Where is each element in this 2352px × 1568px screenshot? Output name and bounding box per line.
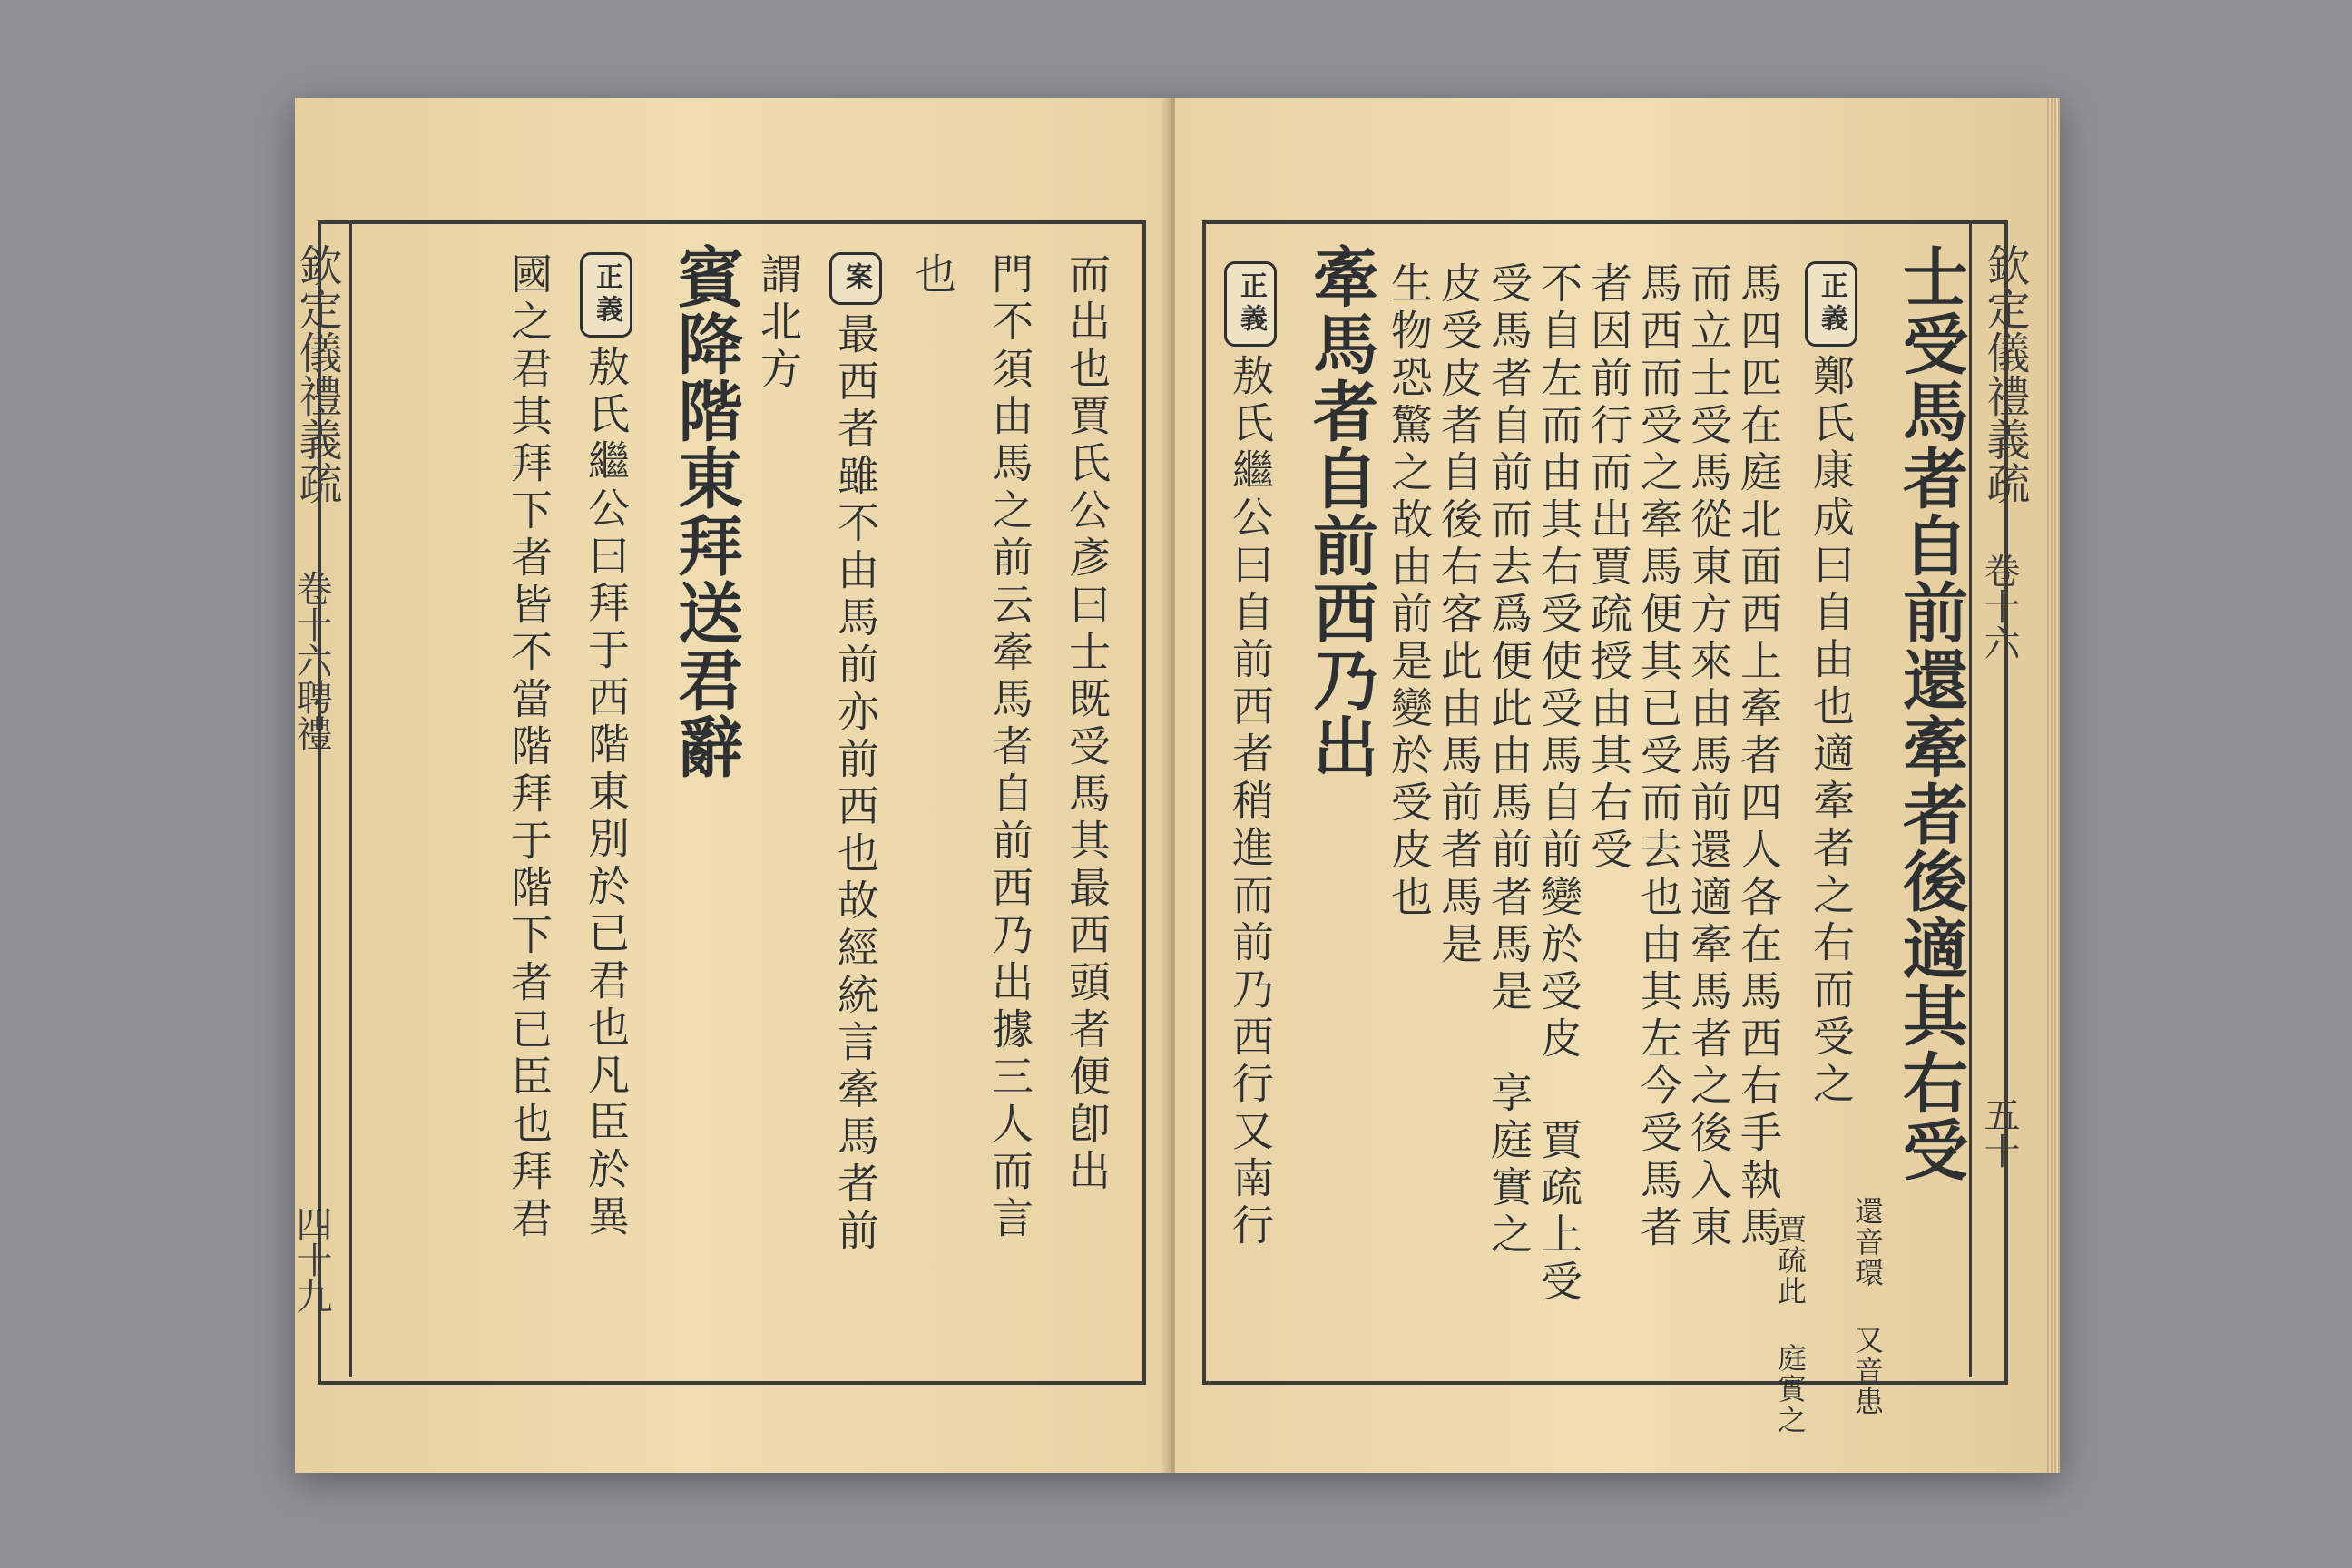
right-col-12-text: 敖氏繼公曰自前西者稍進而前乃西行又南行 xyxy=(1226,354,1275,1250)
left-col-7-text: 敖氏繼公曰拜于西階東別於已君也凡臣於異 xyxy=(582,345,631,1241)
left-col-5: 謂北方 xyxy=(754,252,803,394)
left-margin-rule xyxy=(349,220,352,1377)
right-margin-chapter: 卷十六 xyxy=(1978,552,2020,661)
open-book xyxy=(290,98,2060,1473)
right-col-11: 牽馬者自前西乃出 xyxy=(1302,243,1379,780)
annotation-tag: 正義 xyxy=(1224,261,1277,347)
left-margin-title: 欽定儀禮義疏 xyxy=(291,243,342,505)
right-col-8: 受馬者自前而去爲便此由馬前者馬是 享庭實之 xyxy=(1485,261,1534,1259)
left-col-2: 門不須由馬之前云牽馬者自前西乃出據三人而言 xyxy=(985,252,1034,1243)
annotation-tag: 正義 xyxy=(1805,261,1857,347)
right-col-1: 士受馬者自前還牽者後適其右受 xyxy=(1892,243,1969,1183)
annotation-tag: 案 xyxy=(829,252,882,305)
right-col-2 xyxy=(1801,261,1861,1109)
right-page xyxy=(1175,98,2060,1473)
annotation-tag: 正義 xyxy=(580,252,632,338)
right-margin-title: 欽定儀禮義疏 xyxy=(1979,243,2030,505)
left-margin-section: 聘禮 xyxy=(290,679,332,751)
left-col-4 xyxy=(826,252,886,1256)
left-col-3: 也 xyxy=(908,252,957,299)
right-col-6: 者因前行而出賈疏授由其右受 xyxy=(1584,261,1633,875)
right-col-3: 馬四匹在庭北面西上牽者四人各在馬西右手執馬 xyxy=(1734,261,1783,1252)
right-col-10: 生物恐驚之故由前是變於受皮也 xyxy=(1385,261,1434,922)
right-margin-folio: 五十 xyxy=(1978,1096,2020,1169)
left-margin-folio: 四十九 xyxy=(290,1205,332,1314)
right-col-2-text: 鄭氏康成曰自由也適牽者之右而受之 xyxy=(1807,354,1856,1109)
right-col-gloss: 還音環 又音患 xyxy=(1850,1196,1885,1417)
right-col-12 xyxy=(1220,261,1280,1250)
left-page xyxy=(290,98,1171,1473)
left-col-1: 而出也賈氏公彥曰士既受馬其最西頭者便卽出 xyxy=(1063,252,1112,1196)
right-col-5: 馬西而受之牽馬便其已受而去也由其左今受馬者 xyxy=(1634,261,1683,1252)
page-edges xyxy=(2047,98,2060,1473)
left-col-7 xyxy=(576,252,636,1241)
left-col-8: 國之君其拜下者皆不當階拜于階下者已臣也拜君 xyxy=(505,252,554,1243)
left-col-6: 賓降階東拜送君辭 xyxy=(667,243,744,780)
left-col-4-text: 最西者雖不由馬前亦前西也故經統言牽馬者前 xyxy=(831,312,880,1256)
right-col-7: 不自左而由其右受使受馬自前變於受皮 賈疏上受 xyxy=(1534,261,1583,1307)
right-col-note: 賈疏此 庭實之 xyxy=(1773,1214,1808,1436)
right-col-9: 皮受皮者自後右客此由馬前者馬是 xyxy=(1435,261,1484,969)
left-margin-chapter: 卷十六 xyxy=(290,570,332,679)
right-col-4: 而立士受馬從東方來由馬前還適牽馬者之後入東 xyxy=(1684,261,1733,1252)
